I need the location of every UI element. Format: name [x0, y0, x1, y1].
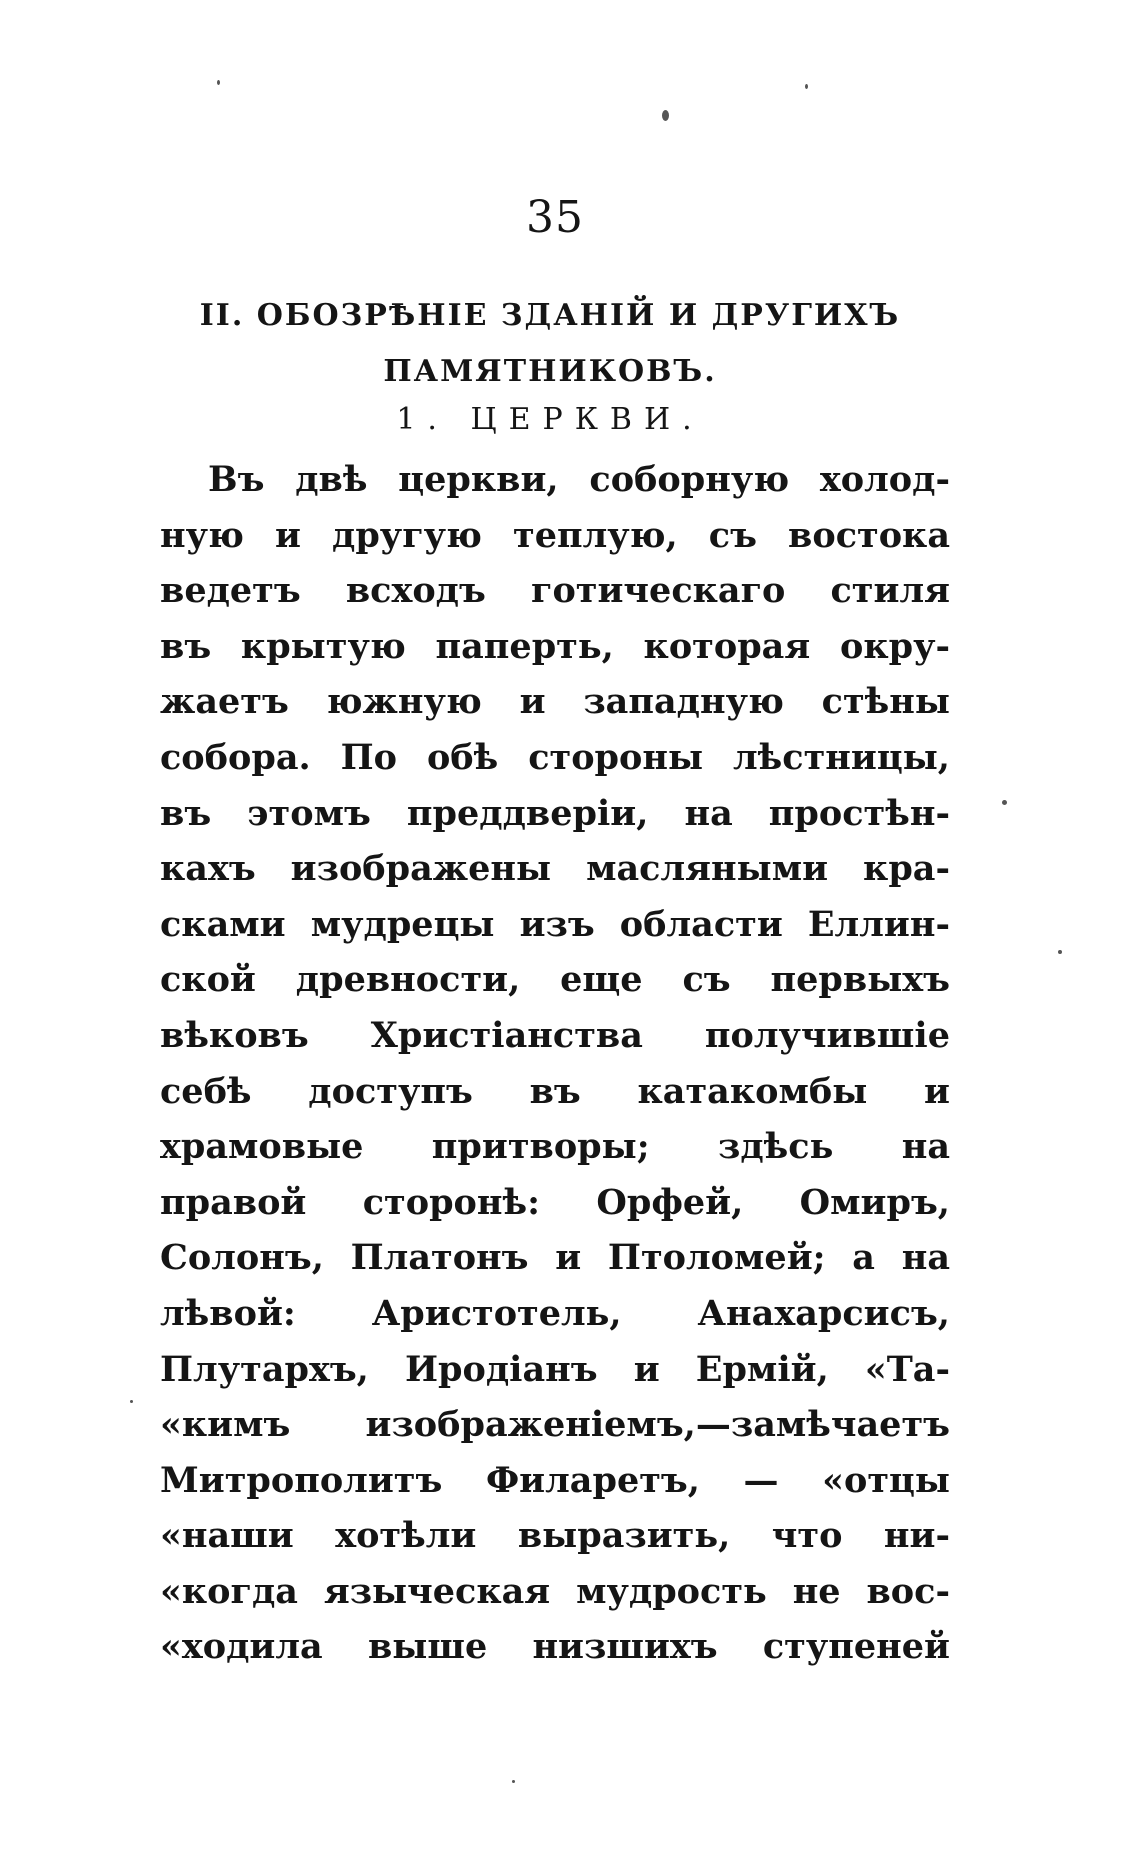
text-line: ную и другую теплую, съ востока — [160, 514, 950, 556]
page-number: 35 — [526, 192, 584, 243]
section-heading-line-2: ПАМЯТНИКОВЪ. — [383, 354, 717, 389]
text-line: храмовые притворы; здѣсь на — [160, 1126, 950, 1168]
scan-speck — [512, 1780, 515, 1783]
text-line: «ходила выше низшихъ ступеней — [160, 1626, 950, 1668]
text-line: «когда языческая мудрость не вос- — [160, 1570, 950, 1612]
scan-speck — [130, 1400, 133, 1403]
text-line: въ крытую паперть, которая окру- — [160, 625, 950, 667]
subsection-heading: 1. ЦЕРКВИ. — [396, 402, 704, 437]
section-heading — [150, 288, 950, 400]
text-line: себѣ доступъ въ катакомбы и — [160, 1070, 950, 1112]
body-paragraph — [160, 452, 950, 1675]
scan-speck — [662, 110, 669, 121]
text-line: сками мудрецы изъ области Еллин- — [160, 903, 950, 945]
text-line: кахъ изображены масляными кра- — [160, 848, 950, 890]
text-line: вѣковъ Христіанства получившіе — [160, 1014, 950, 1056]
text-line: жаетъ южную и западную стѣны — [160, 681, 950, 723]
text-line: «наши хотѣли выразить, что ни- — [160, 1515, 950, 1557]
text-line: лѣвой: Аристотель, Анахарсисъ, — [160, 1292, 950, 1334]
text-line: собора. По обѣ стороны лѣстницы, — [160, 736, 950, 778]
text-line: «кимъ изображеніемъ,—замѣчаетъ — [160, 1404, 950, 1446]
text-line: Солонъ, Платонъ и Птоломей; а на — [160, 1237, 950, 1279]
text-line: ской древности, еще съ первыхъ — [160, 959, 950, 1001]
scan-speck — [1002, 800, 1007, 805]
text-line: въ этомъ преддверіи, на простѣн- — [160, 792, 950, 834]
scan-speck — [217, 80, 220, 85]
section-heading-line-1: II. ОБОЗРѢНІЕ ЗДАНІЙ И ДРУГИХЪ — [199, 298, 901, 333]
scan-speck — [1058, 950, 1062, 954]
text-line: Митрополитъ Филаретъ, — «отцы — [160, 1459, 950, 1501]
text-line: ведетъ всходъ готическаго стиля — [160, 570, 950, 612]
text-line: правой сторонѣ: Орфей, Омиръ, — [160, 1181, 950, 1223]
scan-speck — [805, 84, 808, 89]
text-line: Плутархъ, Иродіанъ и Ермій, «Та- — [160, 1348, 950, 1390]
text-line: Въ двѣ церкви, соборную холод- — [208, 459, 950, 500]
